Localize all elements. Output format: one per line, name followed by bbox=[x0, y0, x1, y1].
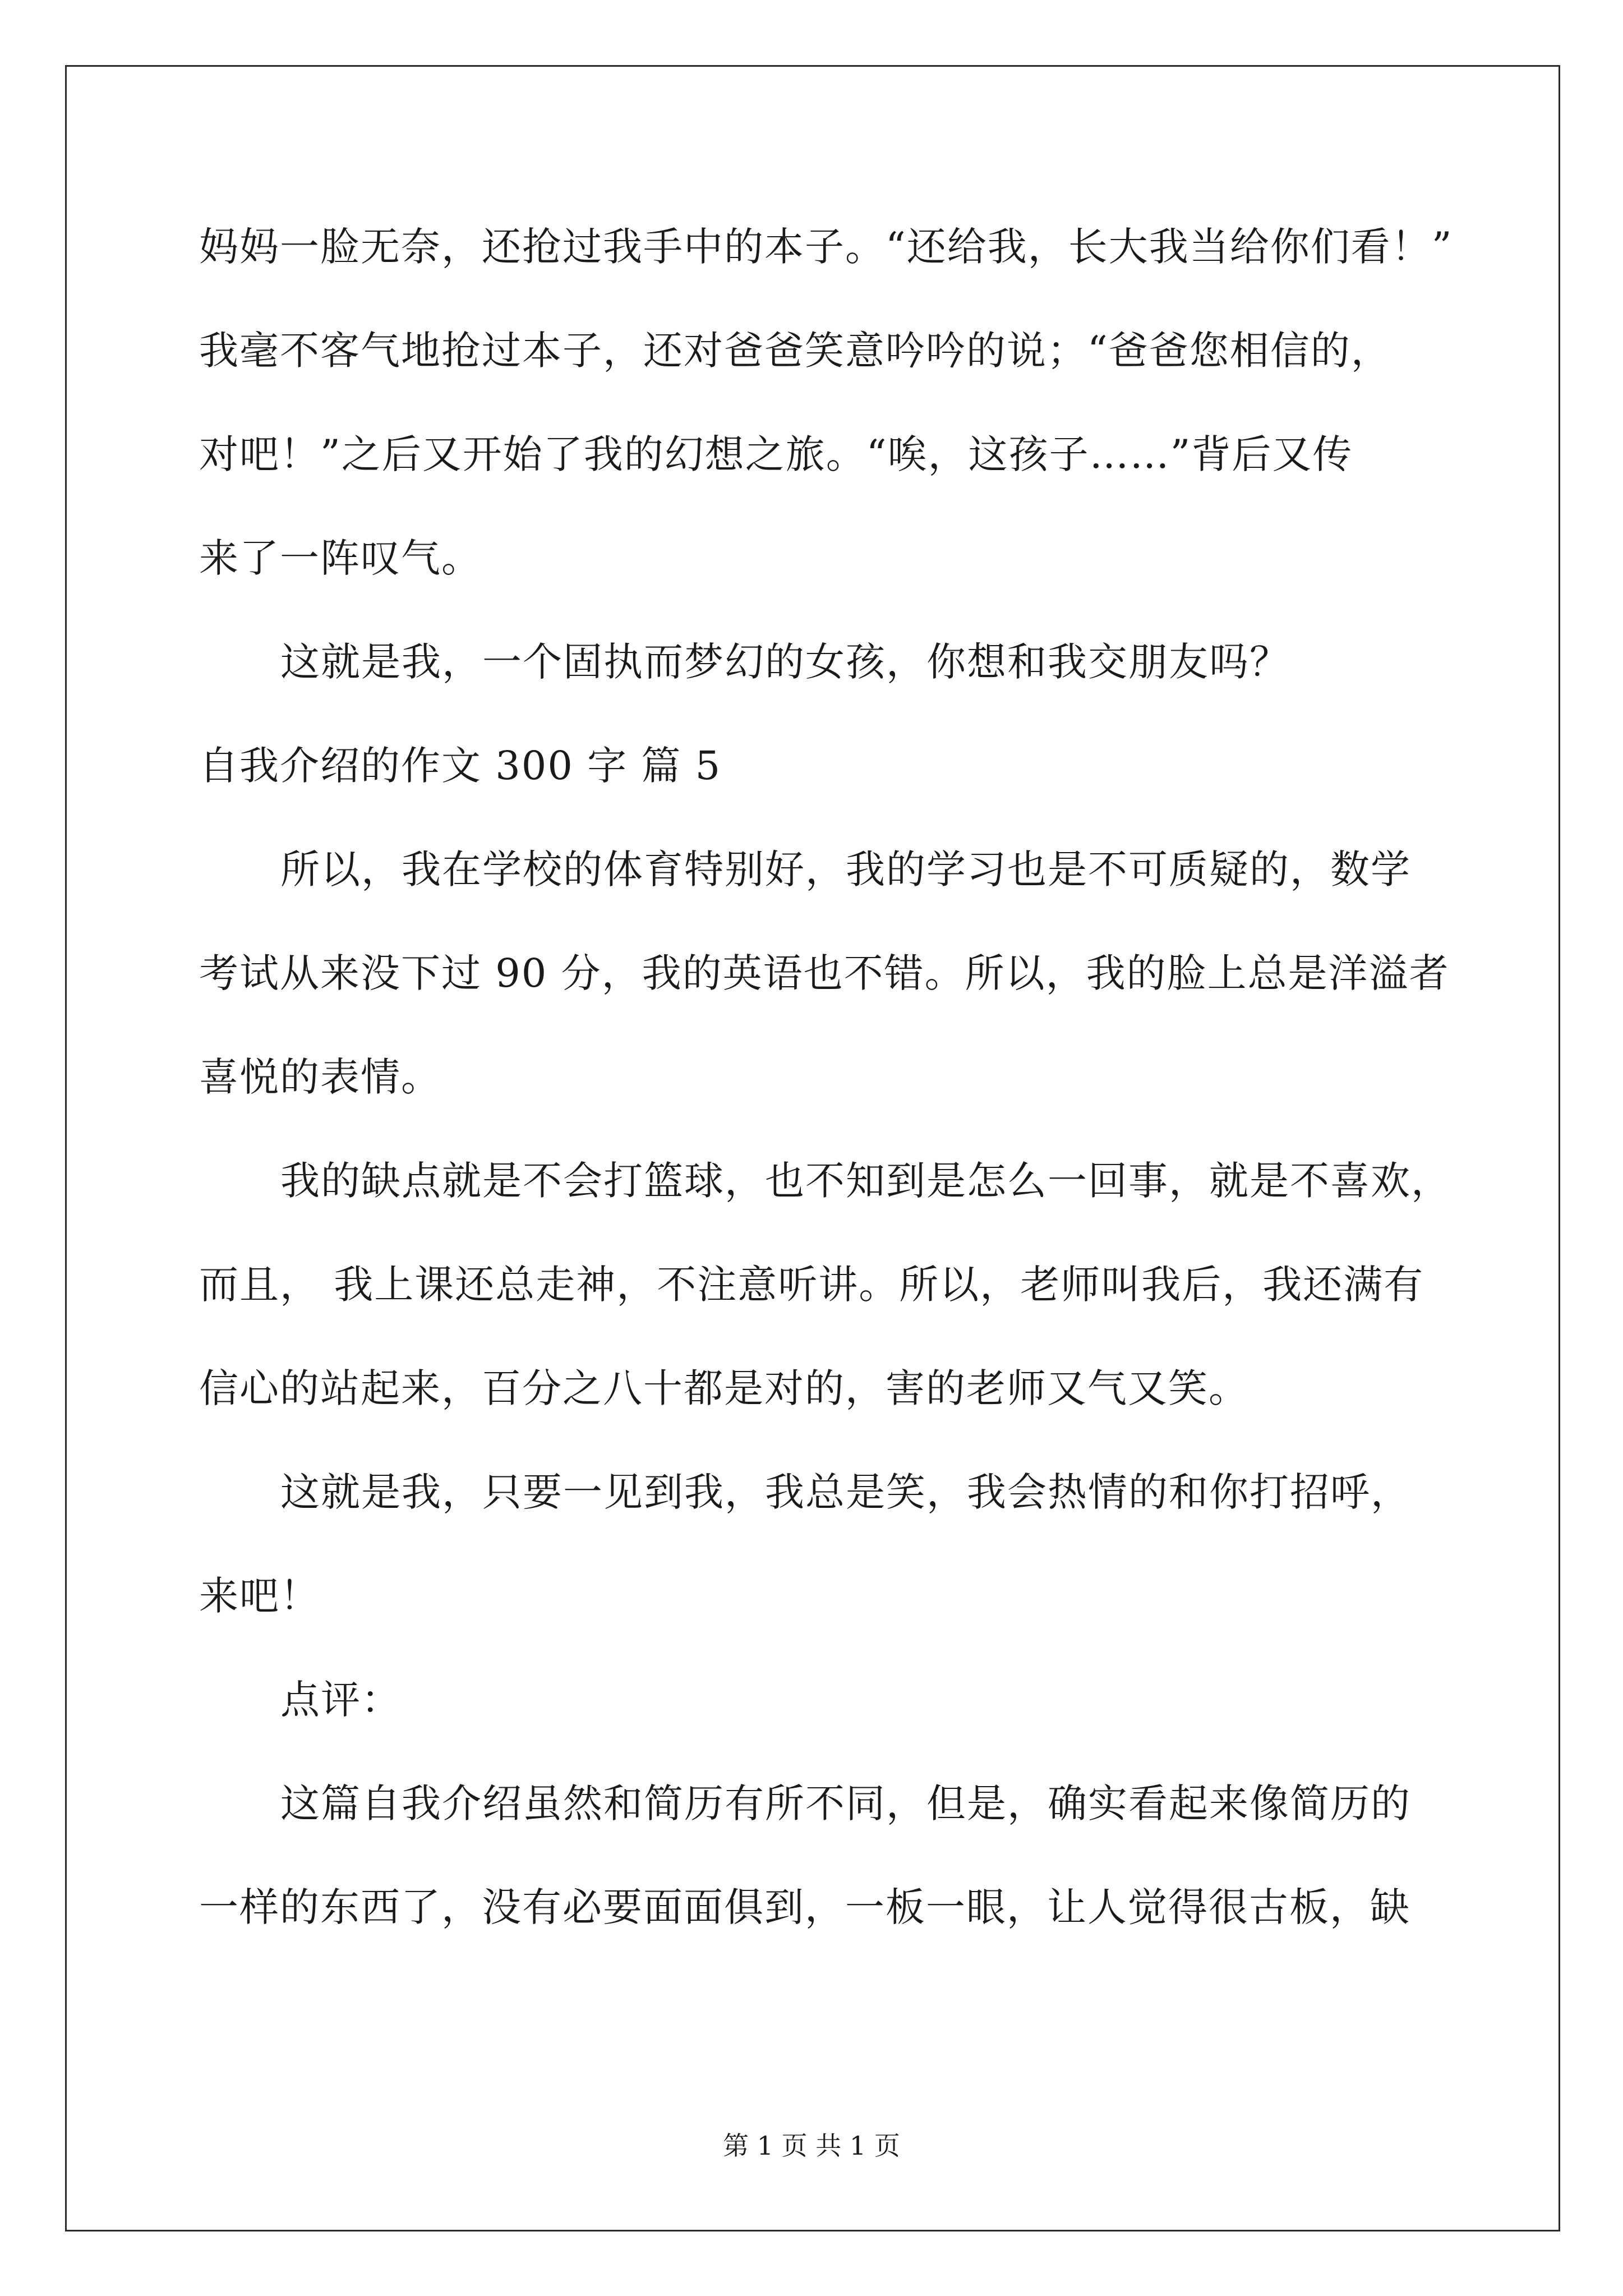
page-footer: 第 1 页 共 1 页 bbox=[723, 2131, 900, 2161]
text-line: 这篇自我介绍虽然和简历有所不同，但是，确实看起来像简历的 bbox=[280, 1780, 1411, 1826]
text-line: 来了一阵叹气。 bbox=[199, 535, 482, 581]
text-line: 而且， 我上课还总走神，不注意听讲。所以，老师叫我后，我还满有 bbox=[199, 1262, 1424, 1308]
text-line: 点评： bbox=[280, 1677, 402, 1723]
section-heading: 自我介绍的作文 300 字 篇 5 bbox=[199, 743, 722, 789]
text-line: 来吧！ bbox=[199, 1573, 320, 1619]
text-line: 喜悦的表情。 bbox=[199, 1054, 441, 1100]
text-line: 我的缺点就是不会打篮球，也不知到是怎么一回事，就是不喜欢， bbox=[280, 1158, 1451, 1204]
text-line: 这就是我，一个固执而梦幻的女孩，你想和我交朋友吗？ bbox=[280, 639, 1290, 685]
text-line: 信心的站起来，百分之八十都是对的，害的老师又气又笑。 bbox=[199, 1365, 1249, 1411]
text-line: 考试从来没下过 90 分，我的英语也不错。所以，我的脸上总是洋溢者 bbox=[199, 950, 1450, 996]
text-line: 妈妈一脸无奈，还抢过我手中的本子。“还给我，长大我当给你们看！” bbox=[199, 224, 1453, 270]
text-line: 这就是我，只要一见到我，我总是笑，我会热情的和你打招呼， bbox=[280, 1469, 1411, 1515]
text-line: 所以，我在学校的体育特别好，我的学习也是不可质疑的，数学 bbox=[280, 846, 1411, 892]
text-line: 我毫不客气地抢过本子，还对爸爸笑意吟吟的说；“爸爸您相信的， bbox=[199, 328, 1391, 374]
text-line: 对吧！”之后又开始了我的幻想之旅。“唉，这孩子……”背后又传 bbox=[199, 431, 1353, 477]
text-line: 一样的东西了，没有必要面面俱到，一板一眼，让人觉得很古板，缺 bbox=[199, 1884, 1410, 1930]
